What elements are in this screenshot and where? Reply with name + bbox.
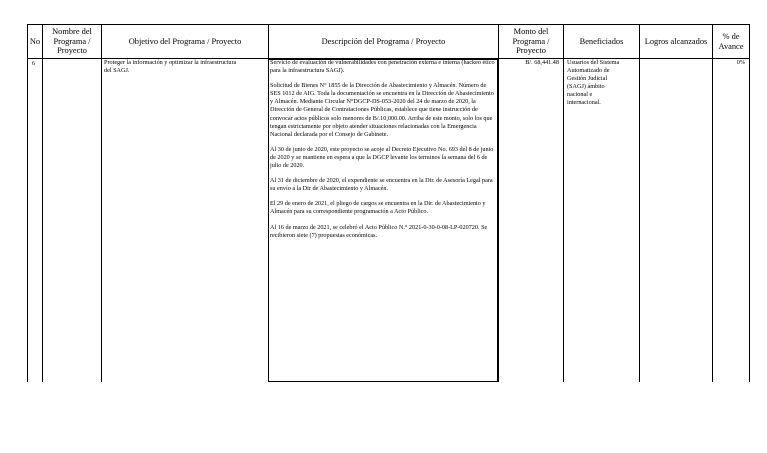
descripcion-paragraph: Servicio de evaluación de vulnerabilidades con penetración externa e interna (hackeo ético para la infraestructura SAGJ). (270, 59, 495, 75)
row-nombre (45, 60, 99, 72)
header-no: No (29, 36, 41, 46)
descripcion-paragraph: Al 16 de marzo de 2021, se celebró el Acto Público N.° 2021-0-30-0-08-LP-020720. Se recibieron siete (7) propuestas económicas. (270, 223, 488, 239)
header-logros: Logros alcanzados (644, 36, 708, 46)
col-divider (498, 24, 499, 382)
col-divider (27, 24, 28, 382)
col-divider (101, 24, 102, 382)
header-monto: Monto del Programa / Proyecto (512, 27, 550, 56)
descripcion-paragraph: Al 31 de diciembre de 2020, el expendiente se encuentra en la Dir. de Asesoría Legal para su envío a la Dir de Abastecimiento y Almacén. (270, 177, 493, 193)
header-descripcion: Descripción del Programa / Proyecto (321, 36, 446, 46)
row-objetivo: Proteger la información y optimizar la infraestructura del SAGJ. (104, 59, 237, 75)
col-divider (42, 24, 43, 382)
descripcion-paragraph: Solicitud de Bienes N° 1855 de la Dirección de Abastecimiento y Almacén. Número de SES 1012 de AIG. Toda la documentación se encuentra en la Dirección de Abastecimiento y Almacén. Mediante Circular N°DGCP-DS-053-2020 del 24 de marzo de 2020, la Dirección de General de Contrataciones Públicas, establece que tiene instrucción de convocar actos públicos solo menores de B/.10,000.00. Arriba de este monto, solo los que tengan estrictamente por objeto atender situaciones relacionadas con la Emergencia Nacional declarada por el Consejo de Gabinete. (270, 82, 494, 138)
row-avance: 0% (736, 59, 745, 66)
row-logros (642, 59, 710, 71)
row-no: 6 (32, 60, 36, 67)
col-divider (563, 24, 564, 382)
header-objetivo: Objetivo del Programa / Proyecto (128, 36, 242, 46)
header-nombre: Nombre del Programa / Proyecto (52, 27, 92, 56)
row-monto: B/. 68,441.48 (525, 59, 559, 66)
row-beneficiados: Usuarios del Sistema Automatizado de Gestión Judicial (SAGJ) ámbito nacional e internacional. (567, 59, 620, 107)
header-avance: % de Avance (718, 32, 744, 51)
col-divider (749, 24, 750, 382)
descripcion-paragraph: El 29 de enero de 2021, el pliego de cargos se encuentra en la Dir. de Abastecimiento y Almacén para su correspondiente programación a Acto Público. (270, 200, 486, 216)
descripcion-paragraph: Al 30 de junio de 2020, este proyecto se acoje al Decreto Ejecutivo No. 693 del 8 de junio de 2020 y se mantiene en espera a que la DGCP levante los terminos la semana del 6 de julio de 2020. (270, 145, 494, 170)
col-divider (639, 24, 640, 382)
description-box (268, 59, 498, 382)
header-beneficiados: Beneficiados (579, 36, 624, 46)
col-divider (712, 24, 713, 382)
